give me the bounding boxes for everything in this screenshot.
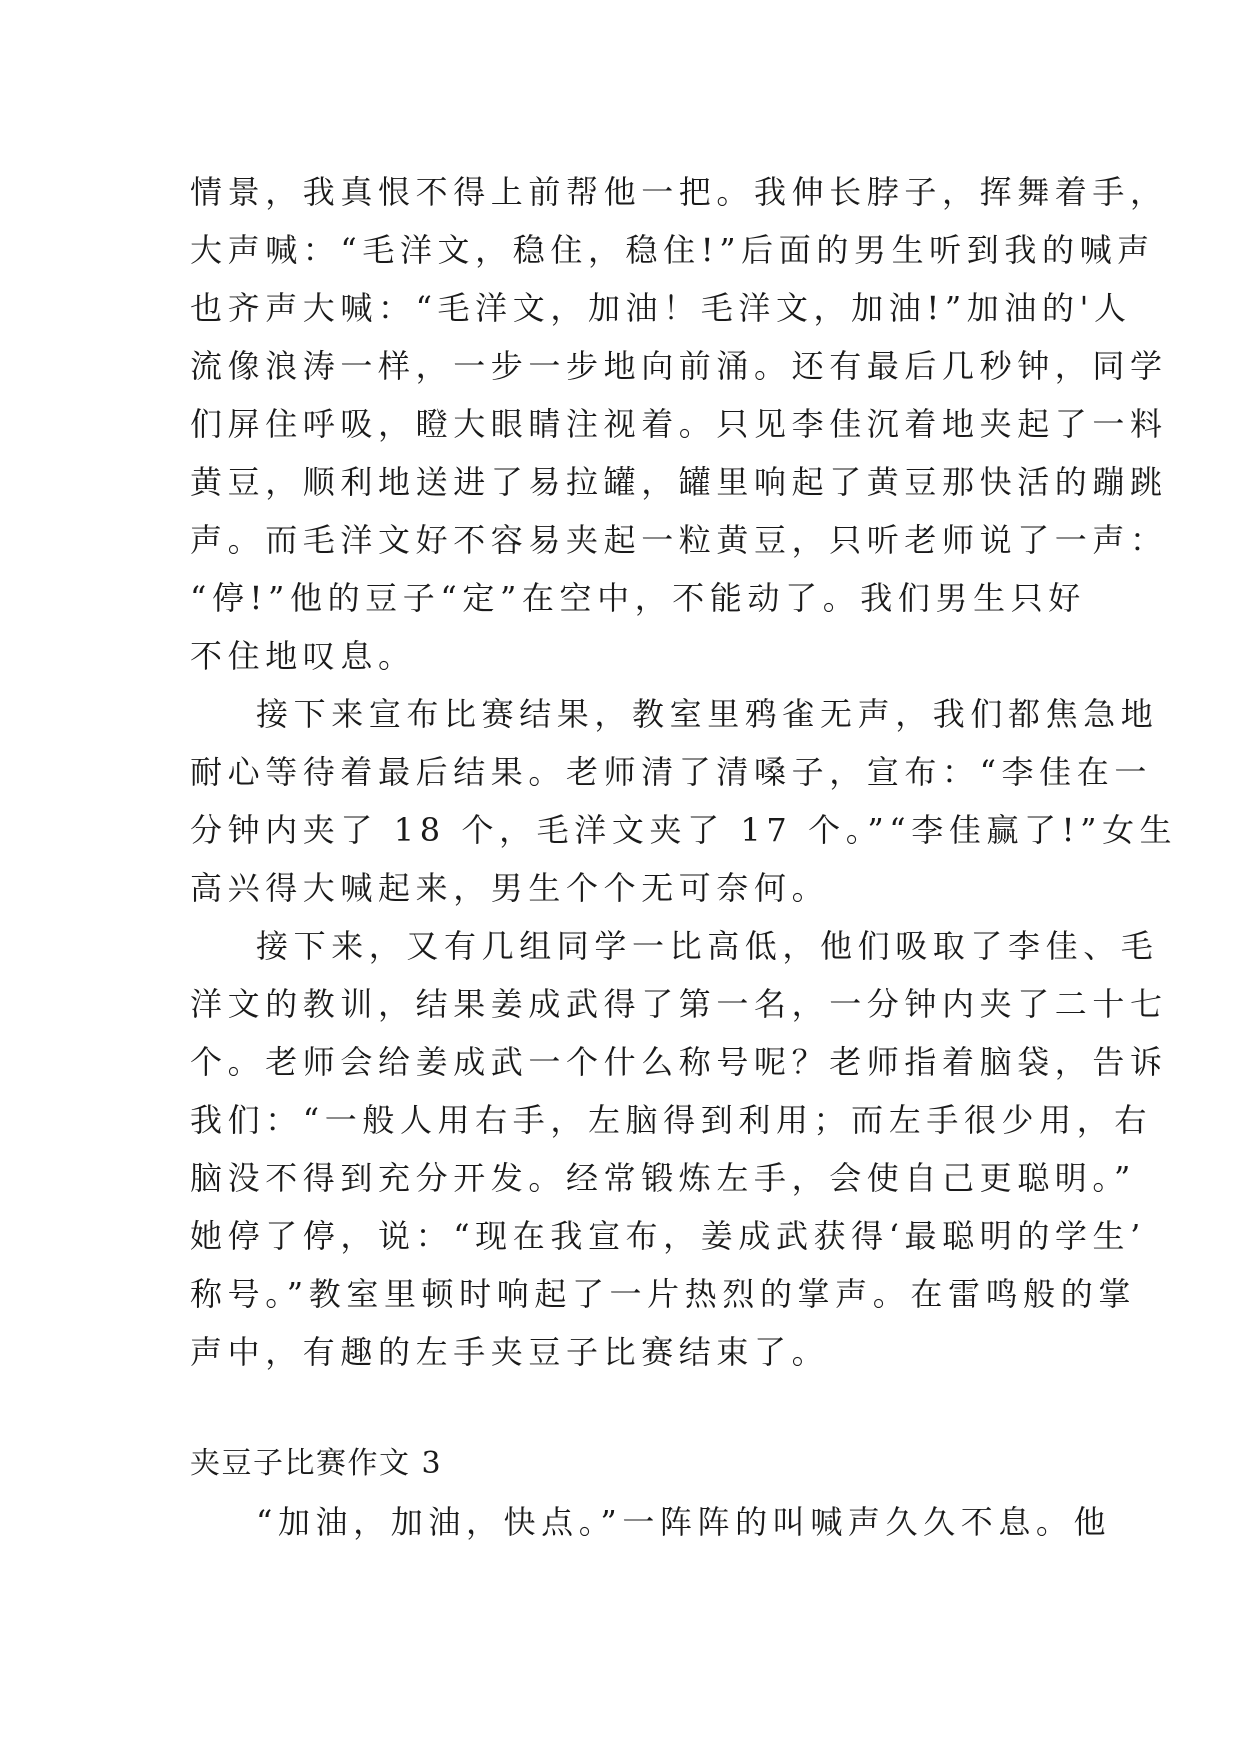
text-line: 洋文的教训，结果姜成武得了第一名，一分钟内夹了二十七 [190,985,1168,1023]
text-line: 们屏住呼吸，瞪大眼睛注视着。只见李佳沉着地夹起了一料 [190,405,1168,443]
text-line: 接下来，又有几组同学一比高低，他们吸取了李佳、毛 [256,927,1159,965]
text-line: 分钟内夹了 18 个，毛洋文夹了 17 个。”“李佳赢了!”女生 [190,811,1178,849]
text-line: 声中，有趣的左手夹豆子比赛结束了。 [190,1333,830,1371]
text-line: 黄豆，顺利地送进了易拉罐，罐里响起了黄豆那快活的蹦跳 [190,463,1168,501]
text-line: 脑没不得到充分开发。经常锻炼左手，会使自己更聪明。” [190,1159,1136,1197]
text-line: 大声喊：“毛洋文，稳住，稳住!”后面的男生听到我的喊声 [190,231,1155,269]
text-line: “加油，加油，快点。”一阵阵的叫喊声久久不息。他 [256,1503,1112,1541]
text-line: 个。老师会给姜成武一个什么称号呢？老师指着脑袋，告诉 [190,1043,1168,1081]
text-line: 高兴得大喊起来，男生个个无可奈何。 [190,869,830,907]
text-line: 声。而毛洋文好不容易夹起一粒黄豆，只听老师说了一声： [190,521,1168,559]
text-line: “停!”他的豆子“定”在空中，不能动了。我们男生只好 [190,579,1086,617]
text-line: 不住地叹息。 [190,637,416,675]
text-line: 接下来宣布比赛结果，教室里鸦雀无声，我们都焦急地 [256,695,1159,733]
section-heading: 夹豆子比赛作文 3 [190,1446,443,1481]
text-line: 情景，我真恨不得上前帮他一把。我伸长脖子，挥舞着手， [190,173,1168,211]
text-line: 耐心等待着最后结果。老师清了清嗓子，宣布：“李佳在一 [190,753,1152,791]
text-line: 她停了停，说：“现在我宣布，姜成武获得‘最聪明的学生’ [190,1217,1146,1255]
text-line: 我们：“一般人用右手，左脑得到利用；而左手很少用，右 [190,1101,1152,1139]
text-line: 称号。”教室里顿时响起了一片热烈的掌声。在雷鸣般的掌 [190,1275,1136,1313]
text-line: 流像浪涛一样，一步一步地向前涌。还有最后几秒钟，同学 [190,347,1168,385]
text-line: 也齐声大喊：“毛洋文，加油！毛洋文，加油!”加油的'人 [190,289,1132,327]
